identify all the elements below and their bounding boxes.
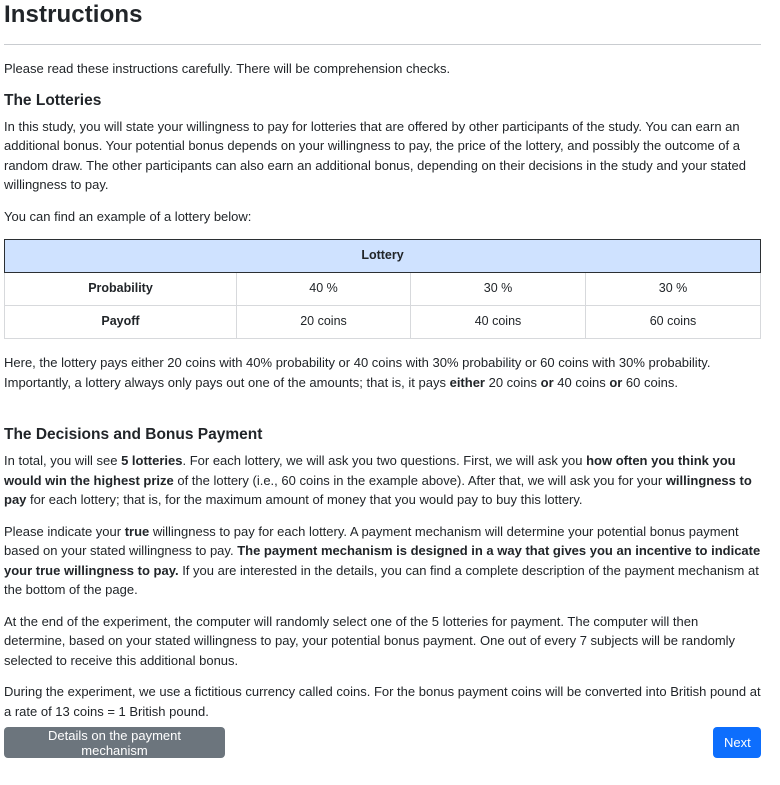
probability-label: Probability (5, 273, 237, 306)
table-cell: 30 % (411, 273, 586, 306)
decisions-paragraph-3: At the end of the experiment, the computer will randomly select one of the 5 lotteries for payment. The computer will then determine, based on your stated willingness to pay, your potential bonus payment. One out of every 7 subjects will be randomly selected to receive this additional bonus. (4, 613, 736, 668)
table-cell: 60 coins (586, 306, 761, 339)
text-span: 40 coins (553, 374, 610, 390)
emphasis-text: 5 lotteries (121, 453, 183, 468)
lottery-table (4, 239, 761, 339)
button-bar (4, 727, 761, 758)
decisions-paragraph-4: During the experiment, we use a fictitious currency called coins. For the bonus payment coins will be converted into British pound at a rate of 13 coins = 1 British pound. (4, 684, 761, 719)
text-span: 60 coins. (622, 374, 678, 390)
decisions-heading: The Decisions and Bonus Payment (4, 426, 263, 443)
text-span: In total, you will see (4, 453, 122, 468)
text-span: 20 coins (485, 374, 541, 390)
text-span: . For each lottery, we will ask you two questions. First, we will ask you (182, 453, 587, 468)
payment-details-button[interactable]: Details on the payment mechanism (4, 727, 225, 758)
example-intro: You can find an example of a lottery below: (4, 208, 252, 224)
text-span: willingness to pay for each lottery. A payment mechanism will determine your potential bonus payment based on your stated willingness to pay. (4, 523, 739, 558)
text-span: Here, the lottery pays either 20 coins with 40% probability or 40 coins with 30% probability or 60 coins with 30% probability. Importantly, a lottery always only pays out one of the amounts; that is, it pays (4, 355, 711, 390)
text-span: for each lottery; that is, for the maximum amount of money that you would pay to buy this lottery. (26, 492, 583, 507)
table-cell: 40 coins (411, 306, 586, 339)
table-row (5, 306, 761, 339)
table-row (5, 273, 761, 306)
emphasis-or: or (540, 374, 554, 390)
emphasis-or: or (609, 374, 623, 390)
text-span: If you are interested in the details, you can find a complete description of the payment mechanism at the bottom of the page. (4, 562, 759, 597)
emphasis-text: The payment mechanism is designed in a way that gives you an incentive to indicate your true willingness to pay. (4, 543, 761, 578)
table-cell: 30 % (586, 273, 761, 306)
payoff-label: Payoff (5, 306, 237, 339)
table-cell: 20 coins (237, 306, 411, 339)
lotteries-heading: The Lotteries (4, 91, 102, 109)
page-title: Instructions (4, 1, 143, 28)
lottery-explanation (4, 353, 761, 392)
next-button[interactable]: Next (713, 727, 761, 758)
emphasis-text: willingness to pay (4, 472, 752, 507)
lottery-table-header: Lottery (5, 240, 761, 273)
title-divider (4, 44, 761, 45)
emphasis-either: either (449, 374, 485, 390)
decisions-paragraph-1 (4, 451, 761, 510)
intro-text: Please read these instructions carefully. There will be comprehension checks. (4, 61, 451, 76)
text-span: Please indicate your (4, 523, 125, 539)
text-span: of the lottery (i.e., 60 coins in the example above). After that, we will ask you for your (173, 472, 666, 488)
lotteries-paragraph: In this study, you will state your willingness to pay for lotteries that are offered by other participants of the study. You can earn an additional bonus. Your potential bonus depends on your willingness to pay, the price of the lottery, and possibly the outcome of a random draw. The other participants can also earn an additional bonus, depending on their decisions in the study and your stated willingness to pay. (4, 118, 746, 192)
emphasis-text: true (124, 523, 150, 539)
emphasis-text: how often you think you would win the highest prize (4, 453, 736, 488)
table-cell: 40 % (237, 273, 411, 306)
decisions-paragraph-2 (4, 522, 761, 600)
